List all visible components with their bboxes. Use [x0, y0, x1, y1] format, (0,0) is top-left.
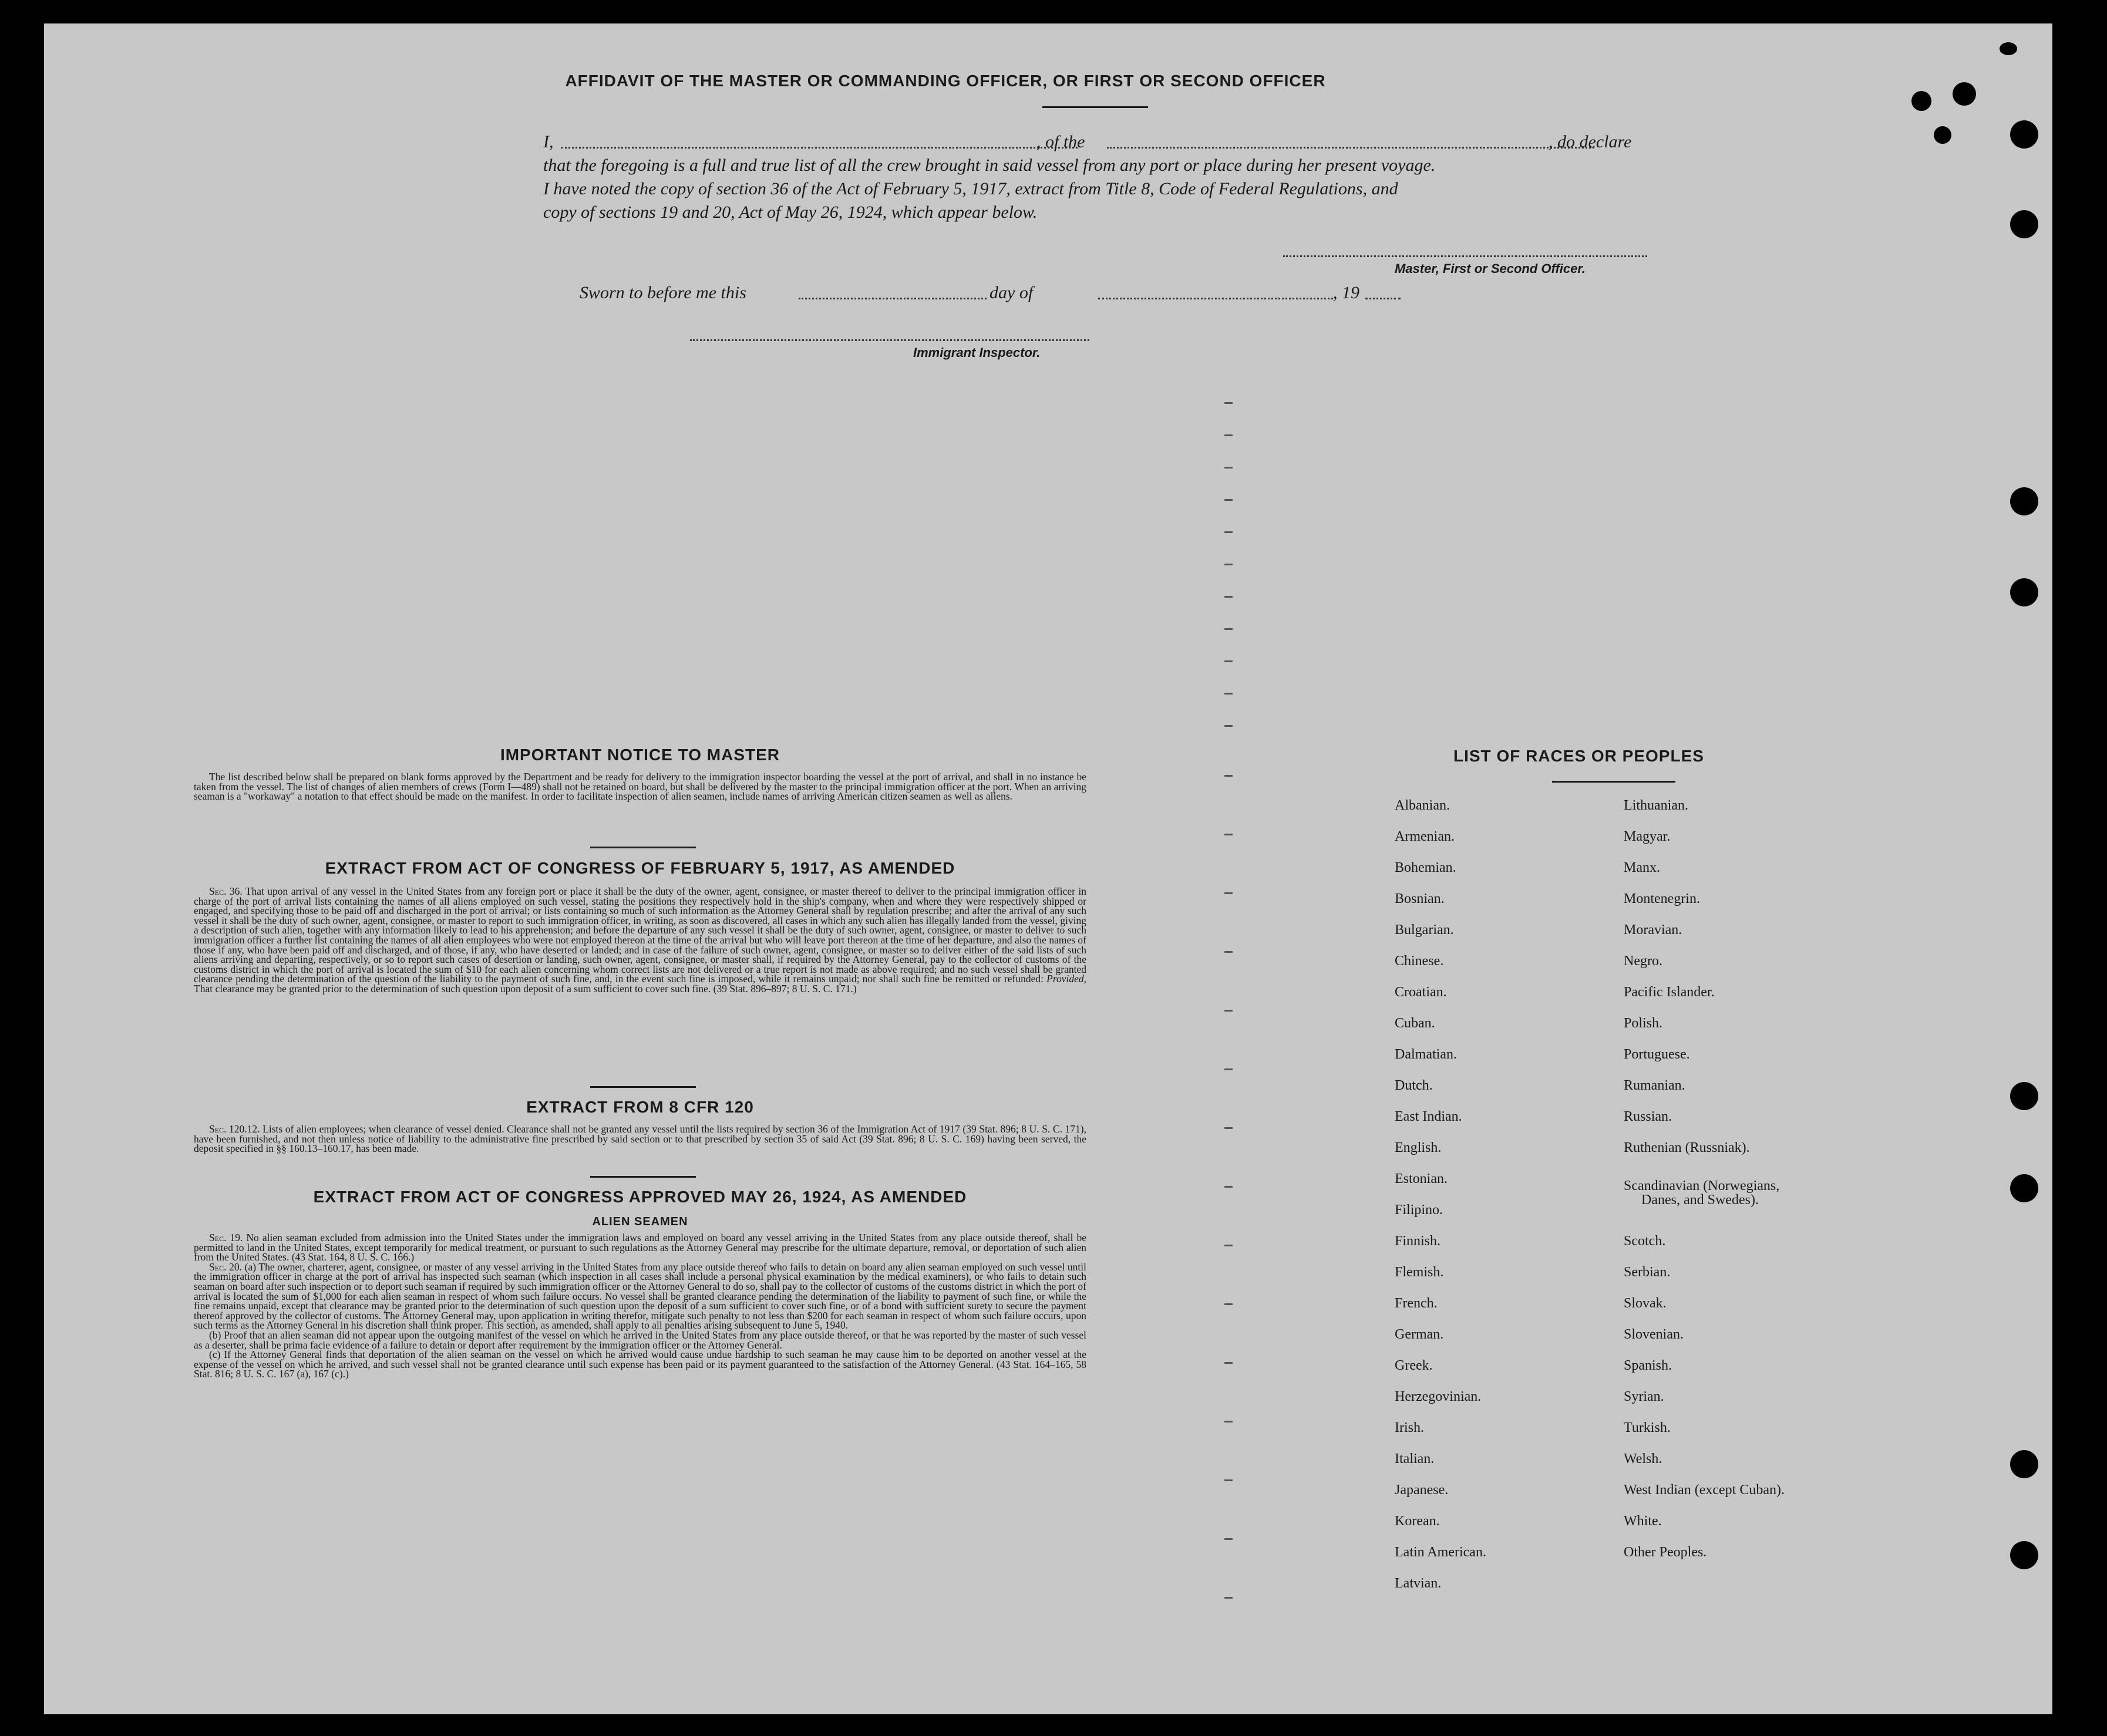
race-left-26: Latvian.	[1395, 1576, 1442, 1591]
race-right-19: Syrian.	[1624, 1389, 1664, 1404]
cfr-text	[194, 1124, 1086, 1154]
binder-hole	[2010, 1450, 2038, 1478]
fold-mark	[1224, 1127, 1233, 1129]
section-rule	[590, 1176, 696, 1178]
fold-mark	[1224, 693, 1233, 695]
race-left-10: Dutch.	[1395, 1078, 1433, 1093]
ink-spot	[1911, 91, 1931, 111]
extract-1917-text	[194, 886, 1086, 994]
fold-mark	[1224, 531, 1233, 533]
ink-spot	[1934, 126, 1951, 144]
sec-20b-paragraph: (b) Proof that an alien seaman did not appear upon the outgoing manifest of the vessel on which he arrived in the United States from any place outside thereof, or that he was reported by the master of such vessel as a deserter, shall be prima facie evidence of a failure to detain or deport after requirement by the immigration officer or the Attorney General.	[194, 1329, 1086, 1351]
affidavit-line-4: copy of sections 19 and 20, Act of May 26, 1924, which appear below.	[543, 203, 1038, 222]
binder-hole	[2010, 120, 2038, 149]
race-left-4: Bosnian.	[1395, 891, 1445, 906]
sec-36-text-end: That clearance may be granted prior to the determination of such question upon deposit of a sum sufficient to cover such fine. (39 Stat. 896–897; 8 U. S. C. 171.)	[194, 982, 857, 995]
race-right-11: Russian.	[1624, 1109, 1672, 1124]
sec-20a-text: (a) The owner, charterer, agent, consignee, or master of any vessel arriving in the United States from any place outside thereof who fails to detain on board any alien seaman employed on such vessel until the immigration officer in charge at the port of arrival has inspected such seaman (which inspection in all cases shall include a personal physical examination by the medical examiners), or who fails to detain such seaman on board after such inspection or to deport such seaman if required by such immigration officer or the Attorney General to do so, shall pay to the collector of customs of the customs district in which the port of arrival is located the sum of $1,000 for each alien seaman in respect of whom such failure occurs. No vessel shall be granted clearance pending the determination of the liability to payment of such fine, or while the fine remains unpaid, except that clearance may be granted prior to the determination of such question upon the deposit of a sum sufficient to cover such fine, or of a bond with sufficient surety to secure the payment thereof approved by the collector of customs. The Attorney General may, upon application in writing therefor, mitigate such penalty to not less than $200 for each seaman in respect of whom such failure occurs, upon such terms as the Attorney General in his discretion shall think proper. This section, as amended, shall apply to all penalties arising subsequent to June 5, 1940.	[194, 1260, 1086, 1332]
inspector-label: Immigrant Inspector.	[913, 345, 1041, 360]
race-left-21: Irish.	[1395, 1420, 1424, 1435]
master-signature-label: Master, First or Second Officer.	[1395, 261, 1586, 276]
section-rule	[590, 847, 696, 848]
fold-mark	[1224, 1186, 1233, 1188]
race-right-1: Lithuanian.	[1624, 798, 1688, 813]
title-rule	[1042, 106, 1148, 108]
fold-mark	[1224, 1303, 1233, 1305]
form-page	[44, 23, 2052, 1714]
fold-mark	[1224, 1421, 1233, 1422]
fold-mark	[1224, 628, 1233, 630]
affidavit-line-3: I have noted the copy of section 36 of the Act of February 5, 1917, extract from Title 8, Code of Federal Regulations, and	[543, 179, 1398, 198]
extract-1924-title: EXTRACT FROM ACT OF CONGRESS APPROVED MAY 26, 1924, AS AMENDED	[313, 1188, 967, 1206]
race-left-23: Japanese.	[1395, 1482, 1449, 1498]
race-left-14: Filipino.	[1395, 1202, 1443, 1218]
race-left-12: English.	[1395, 1140, 1442, 1155]
affidavit-title: AFFIDAVIT OF THE MASTER OR COMMANDING OFFICER, OR FIRST OR SECOND OFFICER	[565, 72, 1326, 90]
ink-spot	[1953, 82, 1976, 106]
race-right-14: Scotch.	[1624, 1233, 1666, 1249]
binder-hole	[2010, 1541, 2038, 1569]
affidavit-of-the-label: , of the	[1036, 132, 1085, 151]
fold-mark	[1224, 564, 1233, 565]
race-left-17: French.	[1395, 1296, 1438, 1311]
affidavit-declare-label: , do declare	[1549, 132, 1632, 151]
fold-mark	[1224, 725, 1233, 727]
sec-20c-paragraph: (c) If the Attorney General finds that deportation of the alien seaman on the vessel on which he arrived would cause undue hardship to such seaman he may cause him to be deported on another vessel at the expense of the vessel on which he arrived, and such vessel shall not be granted clearance until such expense has been paid or its payment guaranteed to the satisfaction of the Attorney General. (43 Stat. 164–165, 58 Stat. 816; 8 U. S. C. 167 (a), 167 (c).)	[194, 1349, 1086, 1380]
fold-mark	[1224, 499, 1233, 501]
race-right-20: Turkish.	[1624, 1420, 1671, 1435]
race-right-7: Pacific Islander.	[1624, 985, 1715, 1000]
sec-120-text: Lists of alien employees; when clearance of vessel denied. Clearance shall not be granted any vessel until the lists required by section 36 of the Immigration Act of 1917 (39 Stat. 896; 8 U. S. C. 171), have been furnished, and not then unless notice of liability to the administrative fine prescribed by said section or to that prescribed by section 35 of said Act (39 Stat. 896; 8 U. S. C. 169) having been served, the deposit specified in §§ 160.13–160.17, has been made.	[194, 1123, 1087, 1155]
binder-hole	[2010, 1082, 2038, 1110]
race-left-13: Estonian.	[1395, 1171, 1448, 1186]
race-left-18: German.	[1395, 1327, 1444, 1342]
race-left-11: East Indian.	[1395, 1109, 1462, 1124]
race-right-9: Portuguese.	[1624, 1047, 1690, 1062]
name-blank[interactable]	[561, 147, 1078, 149]
binder-hole	[2010, 1174, 2038, 1202]
sec-36-paragraph	[194, 886, 1086, 994]
race-left-19: Greek.	[1395, 1358, 1433, 1373]
race-right-15: Serbian.	[1624, 1265, 1671, 1280]
fold-mark	[1224, 1597, 1233, 1599]
fold-mark	[1224, 1538, 1233, 1540]
sec-20a-paragraph	[194, 1262, 1086, 1330]
fold-mark	[1224, 1068, 1233, 1070]
races-title-rule	[1552, 781, 1675, 783]
day-of-label: day of	[989, 283, 1034, 302]
alien-seamen-subtitle: ALIEN SEAMEN	[592, 1215, 688, 1228]
race-right-5: Moravian.	[1624, 922, 1682, 938]
race-right-3: Manx.	[1624, 860, 1660, 875]
fold-mark	[1224, 596, 1233, 598]
year-label: , 19	[1333, 283, 1359, 302]
binder-hole	[2010, 487, 2038, 515]
notice-text	[194, 772, 1086, 801]
binder-hole	[2010, 210, 2038, 238]
fold-mark	[1224, 1245, 1233, 1246]
cfr-title: EXTRACT FROM 8 CFR 120	[526, 1098, 754, 1116]
notice-paragraph: The list described below shall be prepared on blank forms approved by the Department and be ready for delivery to the immigration inspector boarding the vessel at the port of arrival, and shall in no instance be taken from the vessel. The list of changes of alien members of crews (Form I—489) shall not be retained on board, but shall be delivered by the master to the principal immigration officer at the port. When an arriving seaman is a "workaway" a notation to that effect should be made on the manifest. In order to facilitate inspection of alien seamen, include names of arriving American citizen seamen as well as aliens.	[194, 771, 1086, 803]
sworn-month-blank[interactable]	[1098, 298, 1333, 299]
fold-mark	[1224, 951, 1233, 953]
fold-mark	[1224, 467, 1233, 468]
fold-mark	[1224, 402, 1233, 404]
sec-120-label: Sec. 120.12.	[209, 1123, 260, 1135]
race-right-24: Other Peoples.	[1624, 1545, 1707, 1560]
race-right-21: Welsh.	[1624, 1451, 1662, 1467]
race-right-16: Slovak.	[1624, 1296, 1667, 1311]
race-left-3: Bohemian.	[1395, 860, 1456, 875]
race-left-6: Chinese.	[1395, 953, 1444, 969]
race-left-25: Latin American.	[1395, 1545, 1486, 1560]
sec-20-label: Sec. 20.	[209, 1260, 242, 1273]
race-left-20: Herzegovinian.	[1395, 1389, 1482, 1404]
ink-spot	[2000, 42, 2017, 55]
extract-1917-title: EXTRACT FROM ACT OF CONGRESS OF FEBRUARY 5, 1917, AS AMENDED	[325, 859, 955, 877]
race-right-17: Slovenian.	[1624, 1327, 1684, 1342]
race-right-13: Scandinavian (Norwegians,	[1624, 1178, 1780, 1194]
race-left-7: Croatian.	[1395, 985, 1447, 1000]
sworn-year-blank[interactable]	[1365, 298, 1401, 299]
sec-36-text: That upon arrival of any vessel in the United States from any foreign port or place it shall be the duty of the owner, agent, consignee, or master thereof to deliver to the principal immigration officer in charge of the port of arrival lists containing the names of all aliens employed on such vessel, stating the positions they respectively hold in the ship's company, when and where they were respectively shipped or engaged, and specifying those to be paid off and discharged in the port of arrival; or lists containing so much of such information as the Attorney General shall by regulation prescribe; and after the arrival of any such vessel it shall be the duty of such owner, agent, consignee, or master to report to such immigration officer, in writing, as soon as discovered, all cases in which any such alien has illegally landed from the vessel, giving a description of such alien, together with any information likely to lead to his apprehension; and before the departure of any such vessel it shall be the duty of such owner, agent, consignee, or master to deliver to such immigration officer a further list containing the names of all alien employees who were not employed thereon at the time of the arrival but who will leave port thereon at the time of her departure, and also the names of those if any, who have been paid off and discharged, and of those, if any, who have deserted or landed; and in case of the failure of such owner, agent, consignee, or master so to deliver either of the said lists of such aliens arriving and departing, respectively, or so to report such cases of desertion or landing, such owner, agent, consignee, or master shall, if required by the Attorney General, pay to the collector of customs of the customs district in which the port of arrival is located the sum of $10 for each alien concerning whom correct lists are not delivered or a true report is not made as above required; and no such vessel shall be granted clearance pending the determination of the question of the liability to the payment of such fine, and, in the event such fine is imposed, while it remains unpaid; nor shall such fine be remitted or refunded:	[194, 885, 1086, 985]
master-signature-blank[interactable]	[1283, 255, 1647, 257]
race-right-13-cont: Danes, and Swedes).	[1641, 1192, 1759, 1208]
sworn-day-blank[interactable]	[799, 298, 987, 299]
affidavit-i-label: I,	[543, 132, 554, 151]
fold-mark	[1224, 892, 1233, 894]
sec-36-label: Sec. 36.	[209, 885, 243, 897]
section-rule	[590, 1086, 696, 1088]
fold-mark	[1224, 834, 1233, 835]
race-left-8: Cuban.	[1395, 1016, 1435, 1031]
fold-mark	[1224, 1362, 1233, 1364]
inspector-signature-blank[interactable]	[690, 339, 1089, 341]
race-right-23: White.	[1624, 1513, 1662, 1529]
races-title: LIST OF RACES OR PEOPLES	[1453, 747, 1704, 765]
sworn-label: Sworn to before me this	[580, 283, 746, 302]
race-right-18: Spanish.	[1624, 1358, 1672, 1373]
fold-mark	[1224, 1479, 1233, 1481]
sec-19-text: No alien seaman excluded from admission into the United States under the immigration laws and employed on board any vessel arriving in the United States from any place outside thereof, shall be permitted to land in the United States, except temporarily for medical treatment, or pursuant to such regulations as the Attorney General may prescribe for the ultimate departure, removal, or deportation of such alien from the United States. (43 Stat. 164, 8 U. S. C. 166.)	[194, 1232, 1087, 1263]
fold-mark	[1224, 775, 1233, 777]
provided-label: Provided,	[1046, 973, 1087, 985]
race-right-12: Ruthenian (Russniak).	[1624, 1140, 1750, 1155]
sec-19-paragraph	[194, 1233, 1086, 1262]
fold-mark	[1224, 434, 1233, 436]
race-right-8: Polish.	[1624, 1016, 1663, 1031]
race-left-9: Dalmatian.	[1395, 1047, 1457, 1062]
race-left-5: Bulgarian.	[1395, 922, 1454, 938]
extract-1924-text	[194, 1233, 1086, 1379]
race-right-4: Montenegrin.	[1624, 891, 1700, 906]
race-left-16: Flemish.	[1395, 1265, 1444, 1280]
race-left-1: Albanian.	[1395, 798, 1450, 813]
fold-mark	[1224, 1010, 1233, 1012]
affidavit-line-2: that the foregoing is a full and true list of all the crew brought in said vessel from any port or place during her present voyage.	[543, 156, 1436, 175]
sec-19-label: Sec. 19.	[209, 1232, 243, 1243]
race-right-10: Rumanian.	[1624, 1078, 1685, 1093]
race-right-22: West Indian (except Cuban).	[1624, 1482, 1785, 1498]
vessel-blank[interactable]	[1107, 147, 1594, 149]
fold-mark	[1224, 660, 1233, 662]
notice-title: IMPORTANT NOTICE TO MASTER	[500, 746, 780, 764]
race-left-15: Finnish.	[1395, 1233, 1441, 1249]
race-right-6: Negro.	[1624, 953, 1662, 969]
race-left-24: Korean.	[1395, 1513, 1440, 1529]
race-left-2: Armenian.	[1395, 829, 1455, 844]
race-right-2: Magyar.	[1624, 829, 1671, 844]
binder-hole	[2010, 578, 2038, 606]
race-left-22: Italian.	[1395, 1451, 1435, 1467]
sec-120-paragraph	[194, 1124, 1086, 1154]
